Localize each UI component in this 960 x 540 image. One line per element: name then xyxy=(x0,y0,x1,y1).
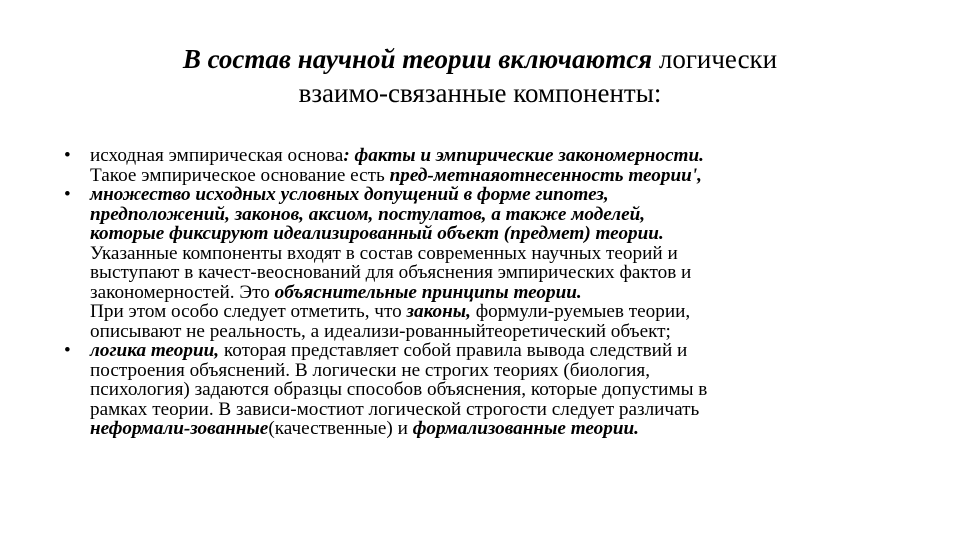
bullet-icon: • xyxy=(64,145,71,166)
text-line: множество исходных условных допущений в форме гипотез, xyxy=(90,184,609,205)
bullet-icon: • xyxy=(64,340,71,361)
text-run: формули-руемыев теории, xyxy=(470,301,691,322)
emphasis-run: формализованные теории. xyxy=(412,418,639,439)
text-run: которая представляет собой правила вывода следствий и xyxy=(219,340,688,361)
emphasis-run: : факты и эмпирические закономерности. xyxy=(343,145,704,166)
bullet-item-empirical-basis xyxy=(62,146,922,185)
text-line: описывают не реальность, а идеализи-рованныйтеоретический объект; xyxy=(90,320,671,342)
text-run: Такое эмпирическое основание есть xyxy=(90,164,390,186)
emphasis-run: пред-метнаяотнесенность теории', xyxy=(389,164,702,186)
text-line xyxy=(90,302,922,322)
text-line xyxy=(90,166,922,186)
text-line: рамках теории. В зависи-мостиот логической строгости следует различать xyxy=(90,398,700,420)
bullet-item-assumptions xyxy=(62,185,922,341)
text-line xyxy=(90,283,922,303)
title-rest: логически xyxy=(652,44,778,74)
text-line: Указанные компоненты входят в состав современных научных теорий и xyxy=(90,242,678,264)
text-line: предположений, законов, аксиом, постулатов, а также моделей, xyxy=(90,203,646,225)
bullet-list xyxy=(62,146,922,439)
title-emphasis: В состав научной теории включаются xyxy=(182,44,653,74)
emphasis-run: неформали-зованные xyxy=(90,418,269,439)
title-line2: взаимо-связанные компоненты: xyxy=(298,78,662,108)
bullet-item-logic xyxy=(62,341,922,439)
text-line: построения объяснений. В логически не строгих теориях (биология, xyxy=(90,359,651,381)
text-run: исходная эмпирическая основа xyxy=(90,145,344,166)
emphasis-run: законы, xyxy=(406,301,471,322)
text-line: которые фиксируют идеализированный объект (предмет) теории. xyxy=(90,223,664,244)
text-line: психология) задаются образцы способов объяснения, которые допустимы в xyxy=(90,379,708,400)
text-line: выступают в качест-веоснований для объяснения эмпирических фактов и xyxy=(90,262,692,283)
text-run: закономерностей. Это xyxy=(90,281,275,303)
text-line xyxy=(90,341,922,361)
text-line xyxy=(90,146,922,166)
slide-title xyxy=(100,42,860,110)
text-line xyxy=(90,419,922,439)
emphasis-run: объяснительные принципы теории. xyxy=(274,281,582,303)
emphasis-run: логика теории, xyxy=(90,340,220,361)
text-run: (качественные) и xyxy=(268,418,413,439)
text-run: При этом особо следует отметить, что xyxy=(90,301,407,322)
bullet-icon: • xyxy=(64,184,71,205)
